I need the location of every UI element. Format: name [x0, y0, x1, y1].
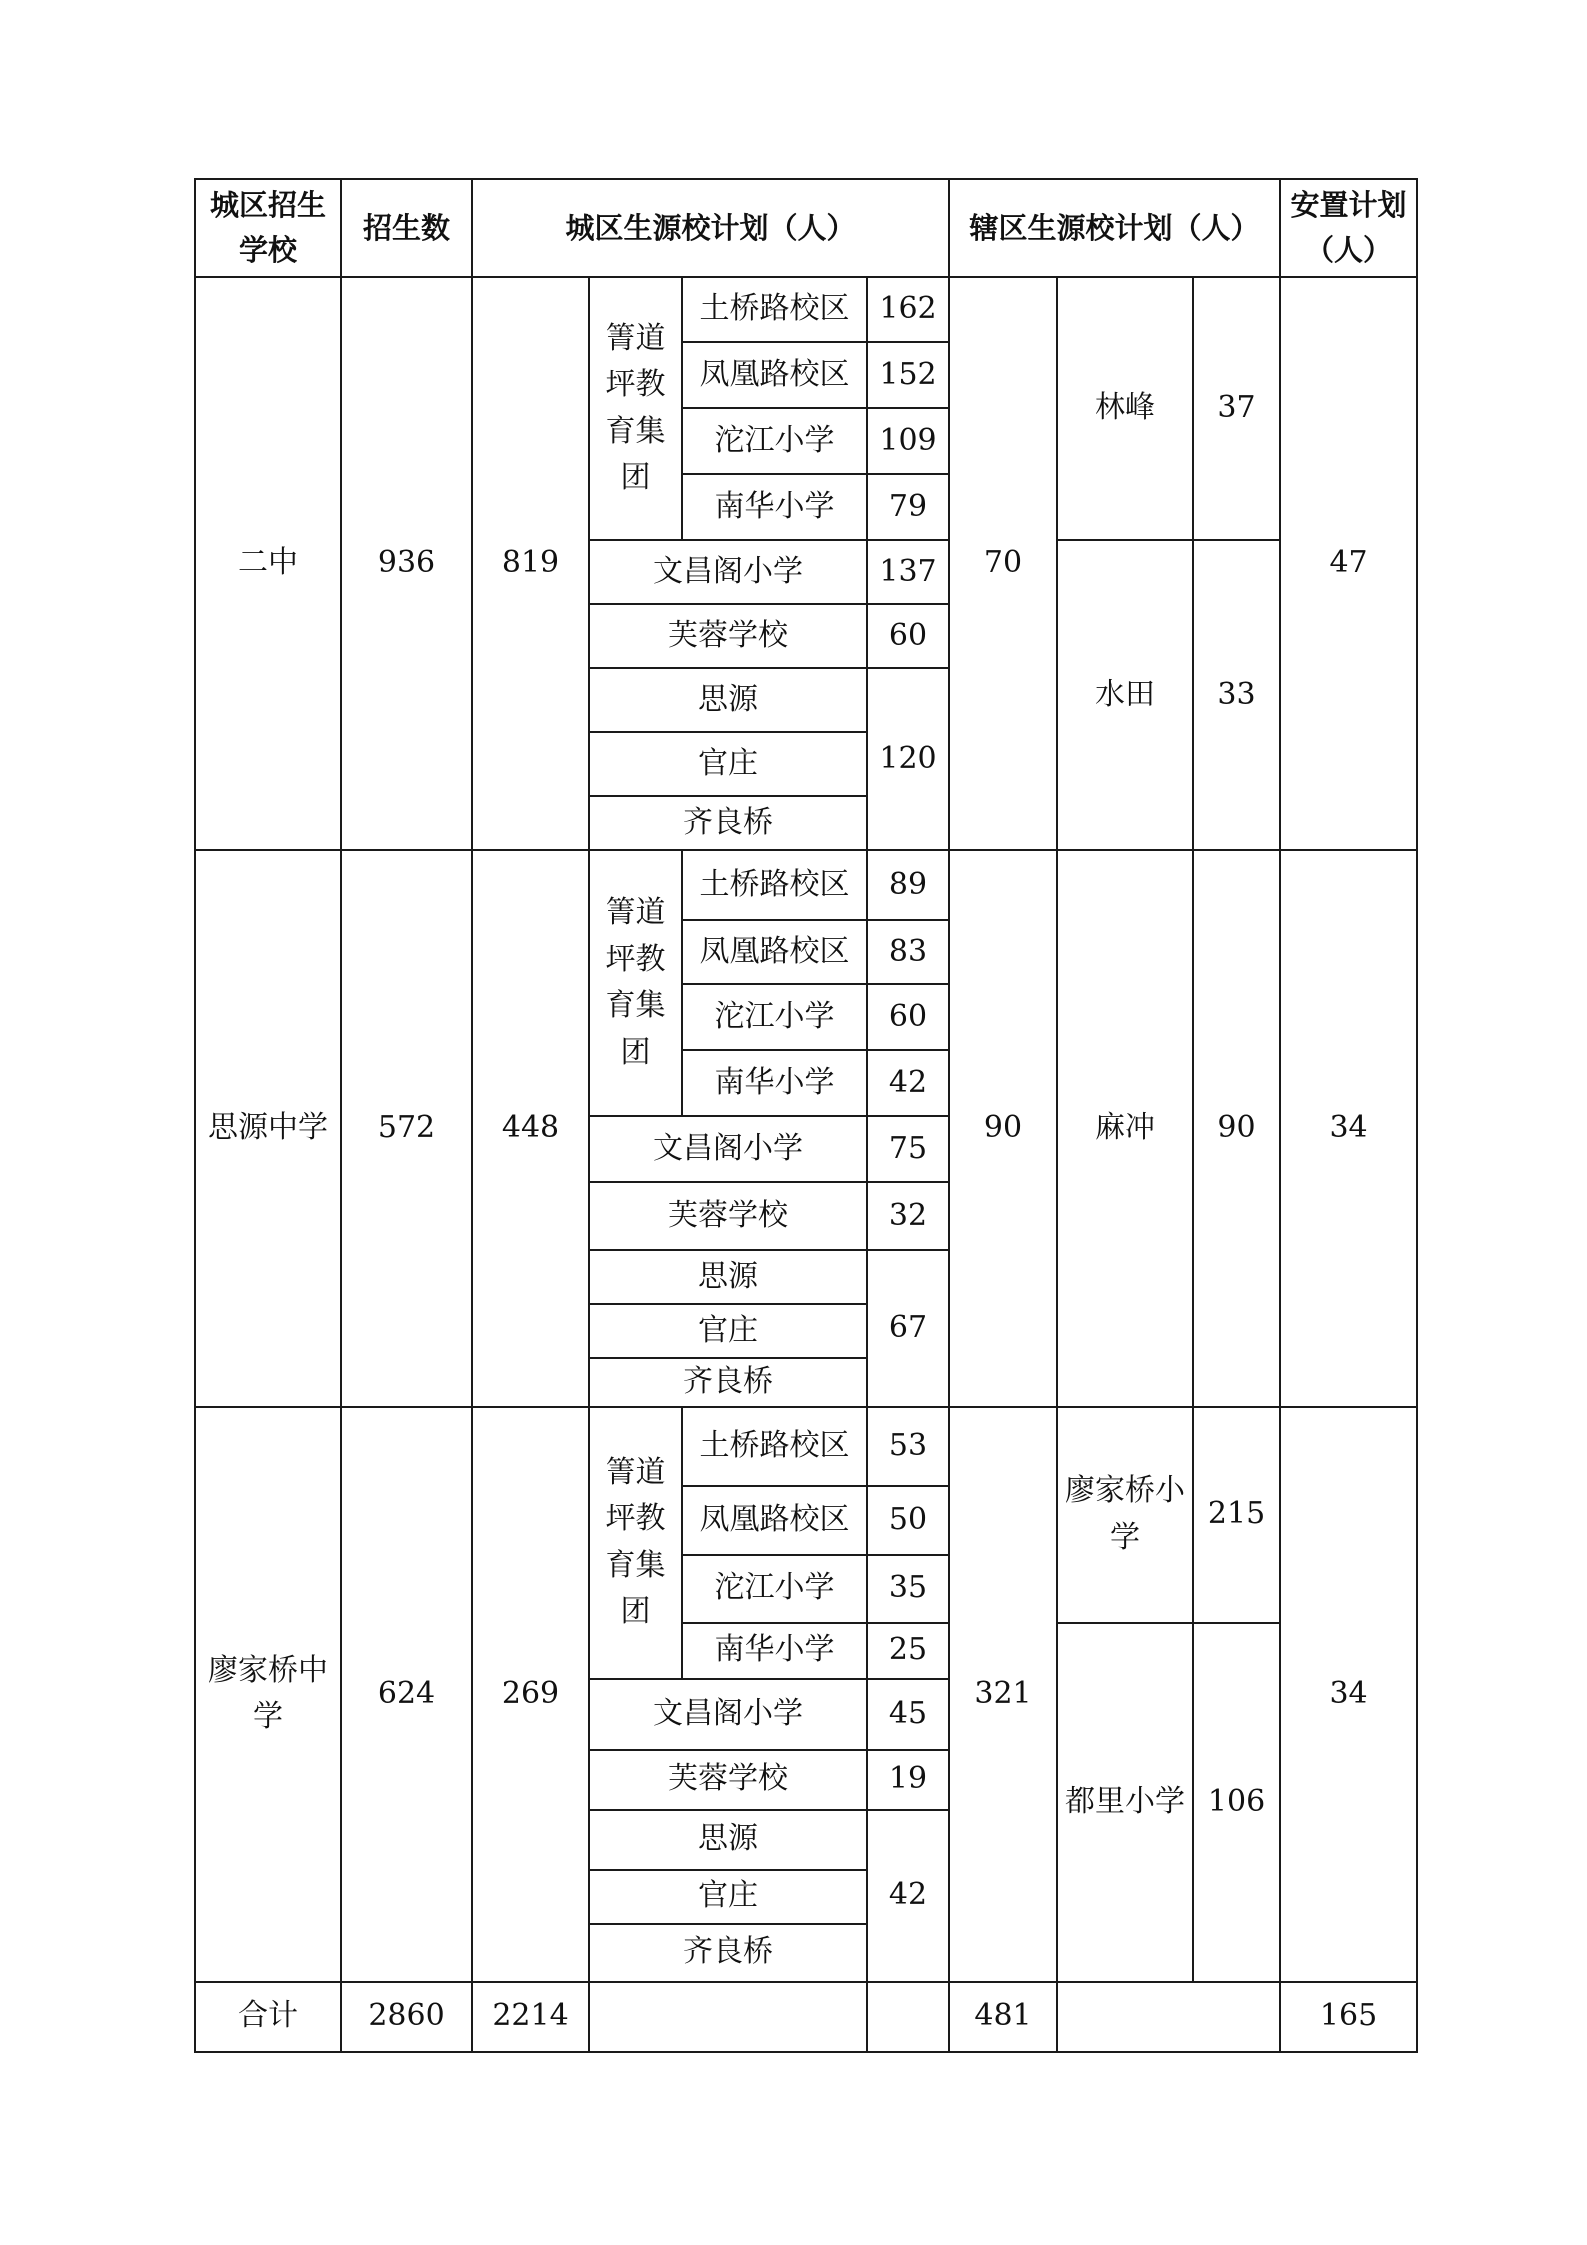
- source-school-value: 75: [867, 1116, 949, 1182]
- header-city-plan: 城区生源校计划（人）: [472, 179, 949, 277]
- enrollment-plan-table: [194, 178, 1418, 2053]
- source-school-value: 25: [867, 1623, 949, 1679]
- city-total: 819: [472, 277, 589, 850]
- source-school-name: 芙蓉学校: [589, 1750, 867, 1810]
- source-school-value: 120: [867, 668, 949, 850]
- source-school-name: 芙蓉学校: [589, 1182, 867, 1250]
- total-city: 2214: [472, 1982, 589, 2052]
- source-school-name: 芙蓉学校: [589, 604, 867, 668]
- source-school-name: 齐良桥: [589, 796, 867, 850]
- county-school-value: 215: [1193, 1407, 1280, 1623]
- county-school-value: 37: [1193, 277, 1280, 540]
- county-total: 90: [949, 850, 1057, 1407]
- source-school-value: 19: [867, 1750, 949, 1810]
- county-total: 70: [949, 277, 1057, 850]
- school-name: 思源中学: [195, 850, 341, 1407]
- header-school: 城区招生学校: [195, 179, 341, 277]
- table-row: [195, 1407, 1417, 1486]
- city-total: 269: [472, 1407, 589, 1982]
- total-county: 481: [949, 1982, 1057, 2052]
- county-school-name: 水田: [1057, 540, 1193, 850]
- source-school-value: 109: [867, 408, 949, 474]
- source-school-name: 南华小学: [682, 474, 867, 540]
- source-school-value: 137: [867, 540, 949, 604]
- group-label: 箐道坪教育集团: [589, 1407, 682, 1679]
- header-resettle: 安置计划（人）: [1280, 179, 1417, 277]
- total-empty-cell: [589, 1982, 867, 2052]
- county-school-name: 廖家桥小学: [1057, 1407, 1193, 1623]
- county-school-name: 麻冲: [1057, 850, 1193, 1407]
- group-label: 箐道坪教育集团: [589, 277, 682, 540]
- source-school-name: 土桥路校区: [682, 850, 867, 920]
- source-school-name: 文昌阁小学: [589, 540, 867, 604]
- header-row: [195, 179, 1417, 277]
- county-school-value: 90: [1193, 850, 1280, 1407]
- source-school-value: 89: [867, 850, 949, 920]
- source-school-name: 南华小学: [682, 1050, 867, 1116]
- county-school-value: 33: [1193, 540, 1280, 850]
- school-name: 二中: [195, 277, 341, 850]
- source-school-name: 官庄: [589, 1870, 867, 1924]
- county-total: 321: [949, 1407, 1057, 1982]
- source-school-value: 35: [867, 1555, 949, 1623]
- source-school-name: 文昌阁小学: [589, 1116, 867, 1182]
- source-school-name: 官庄: [589, 732, 867, 796]
- source-school-name: 凤凰路校区: [682, 920, 867, 984]
- source-school-value: 32: [867, 1182, 949, 1250]
- source-school-value: 45: [867, 1679, 949, 1750]
- source-school-name: 沱江小学: [682, 408, 867, 474]
- total-empty-cell: [867, 1982, 949, 2052]
- total-row: [195, 1982, 1417, 2052]
- source-school-value: 42: [867, 1810, 949, 1982]
- table-row: [195, 850, 1417, 920]
- source-school-name: 思源: [589, 668, 867, 732]
- source-school-name: 官庄: [589, 1304, 867, 1358]
- source-school-name: 凤凰路校区: [682, 1486, 867, 1555]
- county-school-name: 都里小学: [1057, 1623, 1193, 1982]
- header-county-plan: 辖区生源校计划（人）: [949, 179, 1280, 277]
- county-school-name: 林峰: [1057, 277, 1193, 540]
- source-school-value: 60: [867, 604, 949, 668]
- county-school-value: 106: [1193, 1623, 1280, 1982]
- source-school-value: 67: [867, 1250, 949, 1407]
- resettle-count: 34: [1280, 850, 1417, 1407]
- source-school-name: 文昌阁小学: [589, 1679, 867, 1750]
- source-school-value: 60: [867, 984, 949, 1050]
- source-school-name: 沱江小学: [682, 1555, 867, 1623]
- source-school-value: 152: [867, 342, 949, 408]
- total-enroll: 2860: [341, 1982, 472, 2052]
- source-school-name: 思源: [589, 1810, 867, 1870]
- total-label: 合计: [195, 1982, 341, 2052]
- source-school-name: 齐良桥: [589, 1358, 867, 1407]
- source-school-value: 42: [867, 1050, 949, 1116]
- city-total: 448: [472, 850, 589, 1407]
- enroll-count: 572: [341, 850, 472, 1407]
- total-empty-cell: [1057, 1982, 1280, 2052]
- source-school-name: 齐良桥: [589, 1924, 867, 1982]
- resettle-count: 47: [1280, 277, 1417, 850]
- source-school-name: 土桥路校区: [682, 1407, 867, 1486]
- header-enroll: 招生数: [341, 179, 472, 277]
- group-label: 箐道坪教育集团: [589, 850, 682, 1116]
- source-school-name: 沱江小学: [682, 984, 867, 1050]
- source-school-value: 162: [867, 277, 949, 342]
- enroll-count: 936: [341, 277, 472, 850]
- total-resettle: 165: [1280, 1982, 1417, 2052]
- table-row: [195, 277, 1417, 342]
- source-school-name: 南华小学: [682, 1623, 867, 1679]
- source-school-value: 83: [867, 920, 949, 984]
- source-school-name: 土桥路校区: [682, 277, 867, 342]
- school-name: 廖家桥中学: [195, 1407, 341, 1982]
- source-school-name: 思源: [589, 1250, 867, 1304]
- source-school-value: 50: [867, 1486, 949, 1555]
- resettle-count: 34: [1280, 1407, 1417, 1982]
- source-school-value: 79: [867, 474, 949, 540]
- enroll-count: 624: [341, 1407, 472, 1982]
- source-school-value: 53: [867, 1407, 949, 1486]
- source-school-name: 凤凰路校区: [682, 342, 867, 408]
